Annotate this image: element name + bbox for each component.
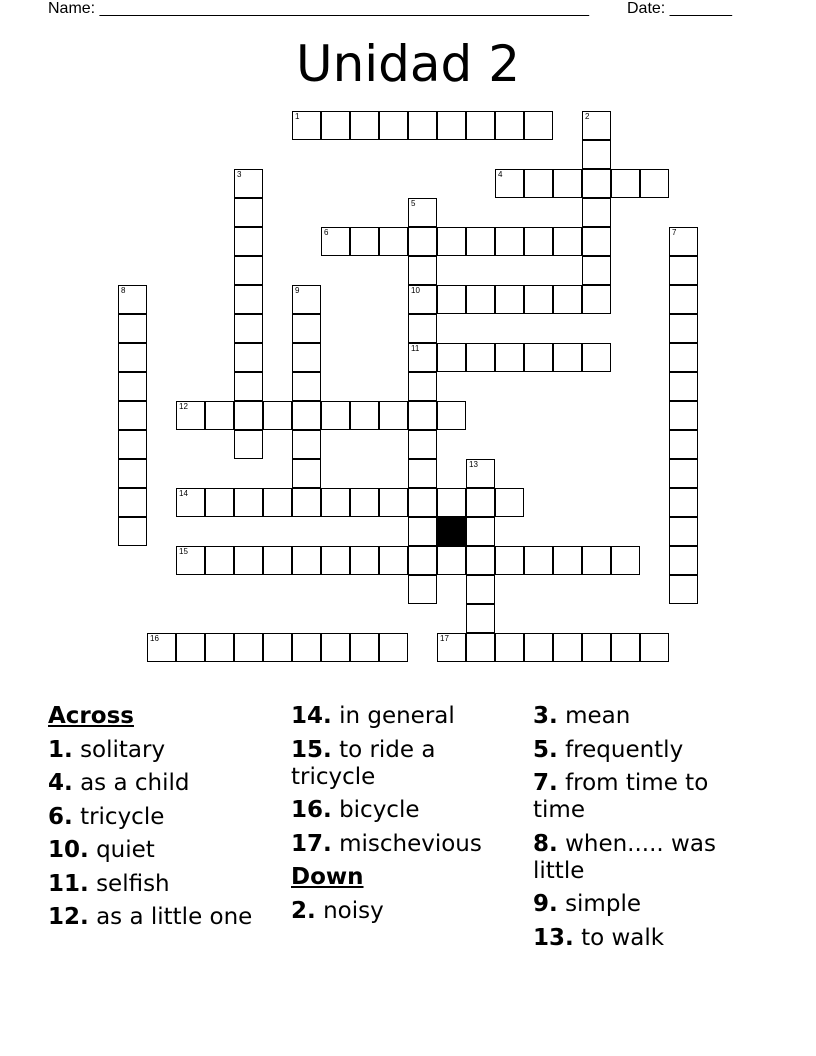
grid-number: 14 bbox=[179, 489, 188, 498]
clue-across-15: 15. to ride a tricycle bbox=[291, 736, 436, 790]
grid-cell bbox=[495, 343, 524, 372]
grid-cell bbox=[292, 372, 321, 401]
grid-cell bbox=[263, 401, 292, 430]
grid-cell bbox=[582, 633, 611, 662]
grid-cell bbox=[118, 488, 147, 517]
grid-cell bbox=[408, 546, 437, 575]
clue-across-11: 11. selfish bbox=[48, 870, 170, 897]
grid-cell bbox=[234, 169, 263, 198]
grid-cell bbox=[118, 430, 147, 459]
grid-cell bbox=[118, 517, 147, 546]
grid-cell bbox=[118, 314, 147, 343]
grid-cell bbox=[669, 285, 698, 314]
grid-cell bbox=[118, 372, 147, 401]
grid-cell bbox=[234, 633, 263, 662]
grid-cell bbox=[234, 401, 263, 430]
grid-cell bbox=[466, 111, 495, 140]
grid-cell bbox=[176, 401, 205, 430]
grid-cell bbox=[234, 198, 263, 227]
grid-cell bbox=[263, 546, 292, 575]
grid-number: 5 bbox=[411, 199, 416, 208]
clues-column-1 bbox=[48, 703, 280, 938]
grid-number: 17 bbox=[440, 634, 449, 643]
clue-across-4: 4. as a child bbox=[48, 770, 190, 796]
grid-cell bbox=[669, 488, 698, 517]
across-heading: Across bbox=[48, 703, 134, 729]
grid-cell bbox=[350, 227, 379, 256]
grid-cell bbox=[466, 575, 495, 604]
grid-cell bbox=[495, 285, 524, 314]
grid-number: 9 bbox=[295, 286, 300, 295]
grid-cell bbox=[350, 546, 379, 575]
grid-cell bbox=[466, 459, 495, 488]
grid-cell bbox=[379, 633, 408, 662]
grid-cell bbox=[669, 256, 698, 285]
grid-cell bbox=[321, 488, 350, 517]
grid-cell bbox=[437, 401, 466, 430]
grid-cell bbox=[582, 285, 611, 314]
grid-number: 12 bbox=[179, 402, 188, 411]
clues-column-2 bbox=[291, 703, 523, 931]
grid-cell bbox=[466, 285, 495, 314]
grid-cell bbox=[234, 227, 263, 256]
grid-cell bbox=[321, 111, 350, 140]
grid-cell bbox=[350, 111, 379, 140]
grid-number: 6 bbox=[324, 228, 329, 237]
grid-cell bbox=[553, 169, 582, 198]
grid-cell bbox=[495, 227, 524, 256]
grid-cell bbox=[234, 256, 263, 285]
grid-cell bbox=[669, 227, 698, 256]
grid-cell bbox=[524, 169, 553, 198]
grid-cell bbox=[553, 633, 582, 662]
grid-cell bbox=[234, 314, 263, 343]
grid-cell bbox=[292, 546, 321, 575]
grid-cell bbox=[350, 401, 379, 430]
grid-cell bbox=[292, 343, 321, 372]
grid-cell bbox=[466, 227, 495, 256]
grid-cell bbox=[524, 111, 553, 140]
black-square bbox=[437, 517, 466, 546]
grid-cell bbox=[669, 575, 698, 604]
grid-cell bbox=[408, 372, 437, 401]
grid-cell bbox=[495, 169, 524, 198]
clue-across-1: 1. solitary bbox=[48, 736, 166, 763]
grid-cell bbox=[205, 401, 234, 430]
grid-cell bbox=[669, 459, 698, 488]
grid-cell bbox=[408, 430, 437, 459]
grid-cell bbox=[437, 488, 466, 517]
grid-cell bbox=[350, 488, 379, 517]
grid-cell bbox=[582, 169, 611, 198]
clue-across-16: 16. bicycle bbox=[291, 797, 420, 823]
grid-cell bbox=[408, 575, 437, 604]
grid-cell bbox=[582, 227, 611, 256]
grid-number: 1 bbox=[295, 112, 300, 121]
grid-cell bbox=[524, 285, 553, 314]
clue-down-8: 8. when..... was little bbox=[533, 830, 716, 884]
grid-cell bbox=[553, 227, 582, 256]
grid-cell bbox=[408, 256, 437, 285]
grid-cell bbox=[176, 546, 205, 575]
grid-cell bbox=[582, 546, 611, 575]
grid-cell bbox=[292, 314, 321, 343]
clue-down-9: 9. simple bbox=[533, 891, 641, 917]
grid-cell bbox=[669, 401, 698, 430]
grid-cell bbox=[379, 488, 408, 517]
grid-cell bbox=[495, 633, 524, 662]
clue-down-5: 5. frequently bbox=[533, 736, 684, 763]
grid-cell bbox=[437, 546, 466, 575]
grid-cell bbox=[321, 633, 350, 662]
grid-cell bbox=[524, 343, 553, 372]
grid-cell bbox=[466, 517, 495, 546]
grid-cell bbox=[669, 343, 698, 372]
grid-cell bbox=[611, 633, 640, 662]
grid-cell bbox=[466, 488, 495, 517]
grid-cell bbox=[408, 343, 437, 372]
grid-cell bbox=[292, 285, 321, 314]
grid-cell bbox=[292, 401, 321, 430]
grid-number: 13 bbox=[469, 460, 478, 469]
grid-cell bbox=[553, 285, 582, 314]
grid-cell bbox=[408, 198, 437, 227]
grid-cell bbox=[408, 314, 437, 343]
grid-cell bbox=[379, 227, 408, 256]
grid-cell bbox=[437, 285, 466, 314]
grid-cell bbox=[234, 372, 263, 401]
clue-across-17: 17. mischevious bbox=[291, 830, 482, 857]
grid-cell bbox=[379, 111, 408, 140]
grid-cell bbox=[292, 488, 321, 517]
grid-cell bbox=[524, 633, 553, 662]
grid-cell bbox=[553, 546, 582, 575]
grid-cell bbox=[669, 372, 698, 401]
grid-cell bbox=[263, 633, 292, 662]
grid-cell bbox=[582, 343, 611, 372]
grid-cell bbox=[176, 633, 205, 662]
grid-cell bbox=[669, 517, 698, 546]
grid-cell bbox=[321, 227, 350, 256]
grid-cell bbox=[408, 401, 437, 430]
date-line: Date: _______ bbox=[627, 0, 732, 17]
grid-cell bbox=[553, 343, 582, 372]
grid-cell bbox=[495, 488, 524, 517]
grid-number: 3 bbox=[237, 170, 242, 179]
grid-number: 7 bbox=[672, 228, 677, 237]
grid-cell bbox=[118, 343, 147, 372]
grid-cell bbox=[408, 111, 437, 140]
grid-cell bbox=[437, 633, 466, 662]
clue-down-2: 2. noisy bbox=[291, 897, 384, 924]
grid-cell bbox=[379, 546, 408, 575]
grid-number: 8 bbox=[121, 286, 126, 295]
grid-cell bbox=[408, 285, 437, 314]
grid-number: 16 bbox=[150, 634, 159, 643]
grid-cell bbox=[524, 227, 553, 256]
grid-cell bbox=[408, 227, 437, 256]
grid-cell bbox=[321, 546, 350, 575]
clue-down-13: 13. to walk bbox=[533, 924, 665, 951]
grid-number: 11 bbox=[411, 344, 420, 353]
clue-down-7: 7. from time to time bbox=[533, 770, 709, 823]
grid-cell bbox=[669, 430, 698, 459]
grid-cell bbox=[234, 488, 263, 517]
grid-number: 10 bbox=[411, 286, 420, 295]
grid-number: 4 bbox=[498, 170, 503, 179]
grid-number: 2 bbox=[585, 112, 590, 121]
grid-cell bbox=[669, 314, 698, 343]
clue-across-10: 10. quiet bbox=[48, 837, 155, 863]
grid-cell bbox=[582, 198, 611, 227]
grid-cell bbox=[234, 285, 263, 314]
grid-cell bbox=[495, 546, 524, 575]
grid-cell bbox=[408, 517, 437, 546]
grid-cell bbox=[466, 604, 495, 633]
grid-cell bbox=[524, 546, 553, 575]
grid-cell bbox=[234, 343, 263, 372]
clue-across-12: 12. as a little one bbox=[48, 904, 253, 930]
grid-cell bbox=[466, 546, 495, 575]
name-line: Name: _______________________________________________________ bbox=[48, 0, 589, 17]
grid-cell bbox=[321, 401, 350, 430]
clue-down-3: 3. mean bbox=[533, 703, 631, 729]
grid-cell bbox=[263, 488, 292, 517]
down-heading: Down bbox=[291, 864, 364, 890]
grid-cell bbox=[205, 488, 234, 517]
grid-cell bbox=[292, 633, 321, 662]
grid-cell bbox=[176, 488, 205, 517]
grid-cell bbox=[466, 633, 495, 662]
grid-cell bbox=[292, 111, 321, 140]
grid-cell bbox=[437, 227, 466, 256]
grid-cell bbox=[205, 633, 234, 662]
grid-cell bbox=[611, 546, 640, 575]
grid-cell bbox=[582, 111, 611, 140]
grid-cell bbox=[147, 633, 176, 662]
grid-cell bbox=[118, 401, 147, 430]
grid-cell bbox=[466, 343, 495, 372]
grid-cell bbox=[437, 111, 466, 140]
clues-column-3 bbox=[533, 703, 765, 958]
clue-across-6: 6. tricycle bbox=[48, 803, 165, 830]
grid-cell bbox=[292, 430, 321, 459]
grid-cell bbox=[234, 546, 263, 575]
grid-cell bbox=[669, 546, 698, 575]
grid-cell bbox=[408, 488, 437, 517]
grid-cell bbox=[379, 401, 408, 430]
grid-cell bbox=[582, 256, 611, 285]
grid-cell bbox=[118, 459, 147, 488]
grid-number: 15 bbox=[179, 547, 188, 556]
clue-across-14: 14. in general bbox=[291, 703, 455, 729]
grid-cell bbox=[640, 633, 669, 662]
page-title: Unidad 2 bbox=[296, 35, 520, 93]
grid-cell bbox=[234, 430, 263, 459]
grid-cell bbox=[582, 140, 611, 169]
grid-cell bbox=[408, 459, 437, 488]
grid-cell bbox=[495, 111, 524, 140]
grid-cell bbox=[118, 285, 147, 314]
grid-cell bbox=[205, 546, 234, 575]
grid-cell bbox=[292, 459, 321, 488]
grid-cell bbox=[611, 169, 640, 198]
grid-cell bbox=[350, 633, 379, 662]
grid-cell bbox=[640, 169, 669, 198]
grid-cell bbox=[437, 343, 466, 372]
